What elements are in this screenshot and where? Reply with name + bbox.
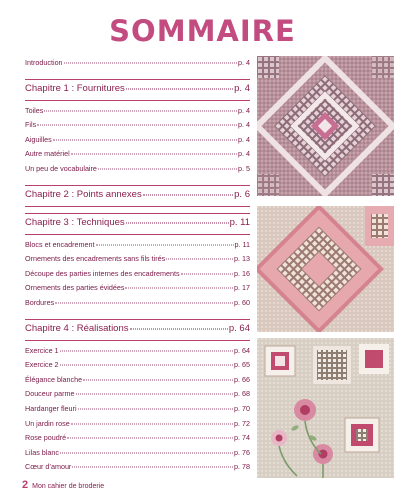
toc-entry-label: Un peu de vocabulaire [25,163,97,173]
toc-entry-page: p. 65 [234,360,250,370]
toc-entry-page: p. 70 [234,403,250,413]
toc-entry [25,360,250,375]
toc-entry [25,375,250,390]
toc-entry-label: Autre matériel [25,149,70,159]
toc-entry [25,298,250,313]
toc-entry-page: p. 78 [234,462,250,472]
chapter-heading-label: Chapitre 2 : Points annexes [25,188,142,200]
book-title: Mon cahier de broderie [32,483,105,490]
dot-leader [55,302,233,303]
dot-leader [98,168,237,169]
toc-entry-label: Hardanger fleuri [25,403,77,413]
divider [25,100,250,101]
toc-entry [25,149,250,164]
toc-entry-page: p. 17 [234,283,250,293]
dot-leader [71,423,233,424]
chapter-heading-label: Chapitre 4 : Réalisations [25,322,129,334]
embroidery-photo-pink [257,206,394,332]
toc-entry-page: p. 5 [238,163,250,173]
dot-leader [53,139,237,140]
dot-leader [71,154,237,155]
embroidery-photo-flowers [257,338,394,478]
toc-entry-label: Exercice 1 [25,345,59,355]
toc-entry-page: p. 60 [234,297,250,307]
toc-entry-page: p. 16 [234,268,250,278]
toc-entry-page: p. 72 [234,418,250,428]
dot-leader [96,244,234,245]
dot-leader [166,259,233,260]
toc-entry-label: Un jardin rose [25,418,70,428]
divider [25,213,250,214]
dot-leader [60,365,233,366]
dot-leader [72,467,233,468]
toc-entry-label: Découpe des parties internes des encadrements [25,268,180,278]
dot-leader [143,194,233,195]
dot-leader [130,328,228,329]
toc-entry-page: p. 13 [234,254,250,264]
toc-entry-introduction-page: p. 4 [238,58,250,67]
toc-entry [25,433,250,448]
divider [25,185,250,186]
dot-leader [78,408,233,409]
dot-leader [37,125,237,126]
page-number: 2 [22,479,29,491]
toc-entry-introduction [25,58,250,73]
dot-leader [64,63,237,64]
chapter-heading [25,189,250,205]
toc-entry-label: Ornements des encadrements sans fils tirés [25,254,166,264]
toc-entry-label: Fils [25,120,37,130]
toc-entry [25,254,250,269]
chapter-heading-label: Chapitre 1 : Fournitures [25,82,125,94]
dot-leader [83,379,233,380]
dot-leader [125,288,233,289]
embroidery-photo-mauve [257,56,394,196]
toc-entry-label: Élégance blanche [25,374,83,384]
chapter-heading-label: Chapitre 3 : Techniques [25,216,125,228]
toc-entry-label: Ornements des parties évidées [25,283,125,293]
toc-entry-page: p. 4 [238,134,250,144]
page-footer [22,479,104,491]
toc-entry-page: p. 64 [234,345,250,355]
toc-entry [25,448,250,463]
toc-entry-label: Toiles [25,105,44,115]
toc-entry-page: p. 68 [234,389,250,399]
toc-entry-page: p. 4 [238,149,250,159]
chapter-heading-page: p. 6 [234,188,250,200]
toc-entry-label: Lilas blanc [25,447,59,457]
toc-entry-page: p. 66 [234,374,250,384]
page-title: SOMMAIRE [109,14,296,48]
chapter-heading-page: p. 11 [229,216,250,228]
toc-entry-label: Cœur d’amour [25,462,72,472]
toc-entry [25,283,250,298]
toc-entry [25,389,250,404]
toc-entry-page: p. 11 [234,239,250,249]
toc-entry [25,106,250,121]
dot-leader [76,394,233,395]
toc-entry-label: Bordures [25,297,55,307]
toc-entry [25,269,250,284]
divider [25,319,250,320]
divider [25,206,250,207]
toc-entry-introduction-label: Introduction [25,58,63,67]
chapter-heading [25,217,250,233]
toc-entry [25,462,250,477]
dot-leader [126,88,233,89]
dot-leader [181,273,233,274]
toc-entry-page: p. 74 [234,433,250,443]
dot-leader [60,452,233,453]
toc-entry-page: p. 76 [234,447,250,457]
dot-leader [60,350,233,351]
chapter-heading [25,83,250,99]
toc-entry-label: Rose poudré [25,433,67,443]
toc-entry [25,120,250,135]
dot-leader [44,110,237,111]
dot-leader [126,222,229,223]
toc-entry [25,419,250,434]
divider [25,234,250,235]
toc-entry [25,240,250,255]
toc-entry-page: p. 4 [238,120,250,130]
toc-entry [25,164,250,179]
toc-entry [25,135,250,150]
toc-entry [25,346,250,361]
chapter-heading-page: p. 64 [228,322,250,334]
toc-entry [25,404,250,419]
toc-entry-label: Aiguilles [25,134,52,144]
table-of-contents [25,58,250,477]
toc-entry-label: Douceur parme [25,389,75,399]
chapter-heading [25,323,250,339]
divider [25,79,250,80]
toc-entry-label: Blocs et encadrement [25,239,95,249]
chapter-heading-page: p. 4 [234,82,250,94]
toc-entry-page: p. 4 [238,105,250,115]
divider [25,340,250,341]
dot-leader [67,438,233,439]
toc-entry-label: Exercice 2 [25,360,59,370]
